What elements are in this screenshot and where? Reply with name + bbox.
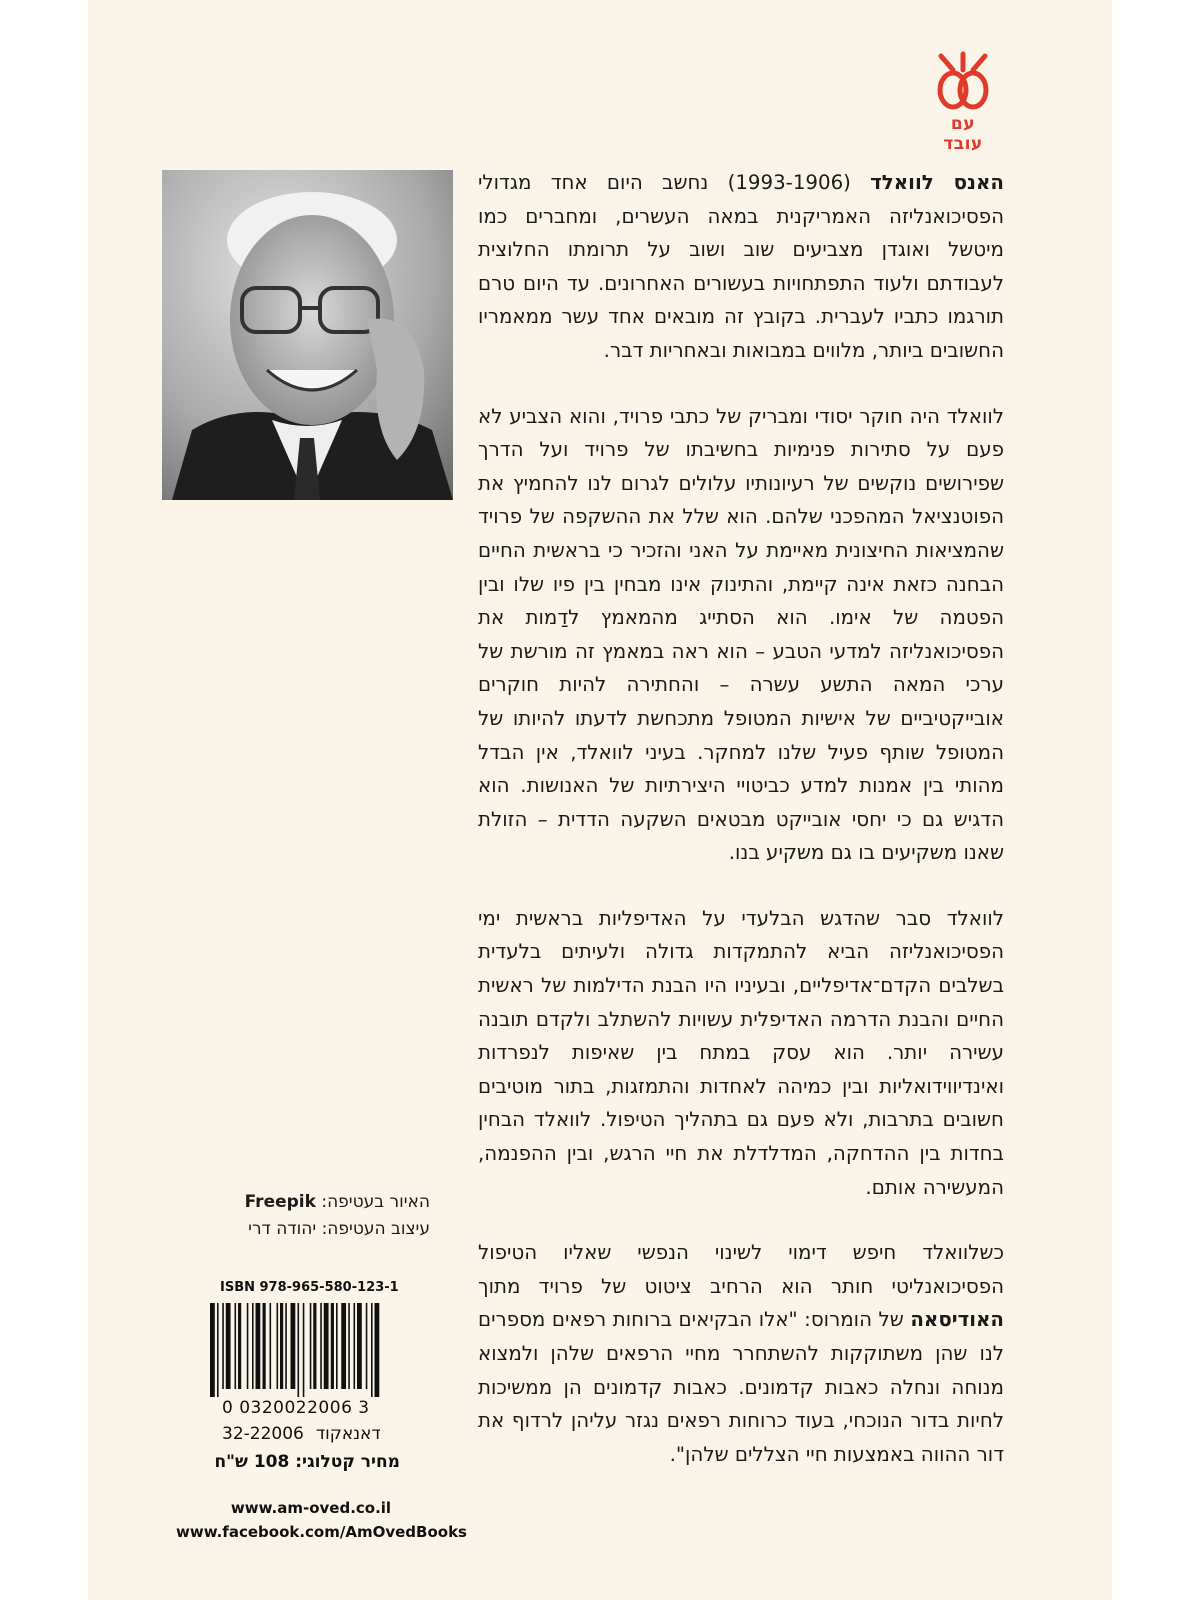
barcode-bar [348, 1303, 350, 1389]
illustration-credit: האיור בעטיפה: Freepik [244, 1192, 430, 1212]
barcode-bar [263, 1303, 266, 1389]
barcode-bar [310, 1303, 312, 1389]
paragraph-1: האנס לוואלד (1993-1906) נחשב היום אחד מגדולי הפסיכואנליזה האמריקנית במאה העשרים, ומחברים כמו מיטשל ואוגדן מצביעים שוב ושוב על תרומתו החלוצית לעבודתם ולעוד התפתחויות בעשורים האחרונים. עד היום טרם תורגמו כתביו לעברית. בקובץ זה מובאים אחד עשר ממאמריו החשובים ביותר, מלווים במבואות ובאחריות דבר. [478, 171, 1004, 362]
barcode-bar [313, 1303, 316, 1389]
barcode-bar [217, 1303, 219, 1397]
barcode-icon [208, 1303, 418, 1397]
barcode-bar [341, 1303, 346, 1389]
barcode-bar [320, 1303, 322, 1389]
barcode-bar [354, 1303, 356, 1389]
barcode-bar [291, 1303, 296, 1389]
barcode-bar [270, 1303, 272, 1389]
barcode-bar [280, 1303, 283, 1389]
barcode-bar [256, 1303, 261, 1389]
publisher-links [176, 1496, 467, 1544]
author-portrait-icon [162, 170, 453, 500]
author-photo [162, 170, 453, 500]
publisher-name: עם עובד [943, 114, 983, 154]
barcode-bar [324, 1303, 329, 1389]
website-link[interactable]: www.am-oved.co.il [230, 1499, 392, 1517]
barcode-bar [222, 1303, 224, 1389]
barcode-bar [226, 1303, 231, 1389]
barcode-bar [247, 1303, 249, 1389]
publisher-logo [930, 50, 996, 154]
facebook-link[interactable]: www.facebook.com/AmOvedBooks [176, 1523, 467, 1541]
barcode-bar [210, 1303, 215, 1397]
odyssey-title: האודיסאה [910, 1308, 1004, 1332]
publisher-emblem-icon [935, 50, 991, 112]
danacode-label: דאנאקוד [315, 1424, 381, 1444]
design-credit: עיצוב העטיפה: יהודה דרי [248, 1219, 430, 1239]
paragraph-3: לוואלד סבר שהדגש הבלעדי על האדיפליות בראשית ימי הפסיכואנליזה הביא להתמקדות גדולה ולעיתים בלעדית בשלבים הקדם־אדיפליים, ובעיניו היו הבנת הדילמות של ראשית החיים והבנת הדרמה האדיפלית עשויות להשתלב ולקדם תובנה עשירה יותר. הוא עסק במתח בין שאיפות לנפרדות ואינדיווידואליות ובין כמיהה לאחדות והתמזגות, בתור מוטיבים חשובים בתרבות, ולא פעם גם בתהליך הטיפול. לוואלד הבחין בחדות בין ההדחקה, המדלדלת את חיי הרגש, ובין ההפנמה, המעשירה אותם. [478, 906, 1004, 1199]
cover-credits [170, 1189, 430, 1243]
catalog-price: מחיר קטלוגי: 108 ש"ח [214, 1452, 400, 1472]
paragraph-4: כשלוואלד חיפש דימוי לשינוי הנפשי שאליו הטיפול הפסיכואנליטי חותר הוא הרחיב ציטוט של פרויד מתוך האודיסאה של הומרוס: "אלו הבקיאים ברוחות רפאים מספרים לנו שהן משתוקקות להשתחרר מחיי הרפאים שלהן ולמצוא מנוחה ונחלה כאבות קדמונים. כאבות קדמונים הן ממשיכות לחיות בדור הנוכחי, בעוד כרוחות רפאים נגזר עליהן לרדוף את דור ההווה באמצעות חיי הצללים שלהן". [478, 1241, 1004, 1466]
barcode-bar [252, 1303, 254, 1389]
barcode-bar [357, 1303, 362, 1389]
barcode-bar [235, 1303, 237, 1389]
barcode-bar [375, 1303, 380, 1397]
barcode-bar [366, 1303, 368, 1389]
paragraph-2: לוואלד היה חוקר יסודי ומבריק של כתבי פרויד, והוא הצביע לא פעם על סתירות פנימיות בחשיבתו של פרויד ועל הדרך שפירושים נוקשים של רעיונותיו עלולים לגרום לנו להחמיץ את הפוטנציאל המהפכני שלהם. הוא שלל את ההשקפה של פרויד שהמציאות החיצונית מאיימת על האני והזכיר כי בראשית החיים הבחנה כזאת אינה קיימת, והתינוק אינו מבחין בין פיו שלו ובין הפטמה של אימו. הוא הסתייג מהמאמץ לדַמות את הפסיכואנליזה למדעי הטבע – הוא ראה במאמץ זה מורשת של ערכי המאה התשע עשרה – והחתירה להיות חוקרים אובייקטיביים של אישיות המטופל מתכחשת לדעתו להיותו של המטופל שותף פעיל שלנו למחקר. בעיני לוואלד, אין הבדל מהותי בין אמנות למדע כביטויי היצירתיות של האנושות. הוא הדגיש גם כי יחסי אובייקט מבטאים השקעה הדדית – הזולת שאנו משקיעים בו גם משקיע בנו. [478, 404, 1004, 865]
barcode-bar [336, 1303, 338, 1389]
barcode-bar [285, 1303, 287, 1389]
barcode-bar [371, 1303, 373, 1397]
danacode-value: 32-22006 [222, 1424, 304, 1444]
isbn-label: ISBN 978-965-580-123-1 [220, 1280, 399, 1295]
barcode-bar [303, 1303, 305, 1397]
barcode-bar [277, 1303, 279, 1389]
barcode-digits: 0 0320022006 3 [222, 1398, 370, 1418]
book-description [478, 166, 1004, 1503]
author-name: האנס לוואלד [870, 171, 1004, 194]
danacode [222, 1424, 422, 1444]
barcode-bar [238, 1303, 241, 1389]
barcode-bar [331, 1303, 334, 1389]
barcode-bar [298, 1303, 300, 1397]
